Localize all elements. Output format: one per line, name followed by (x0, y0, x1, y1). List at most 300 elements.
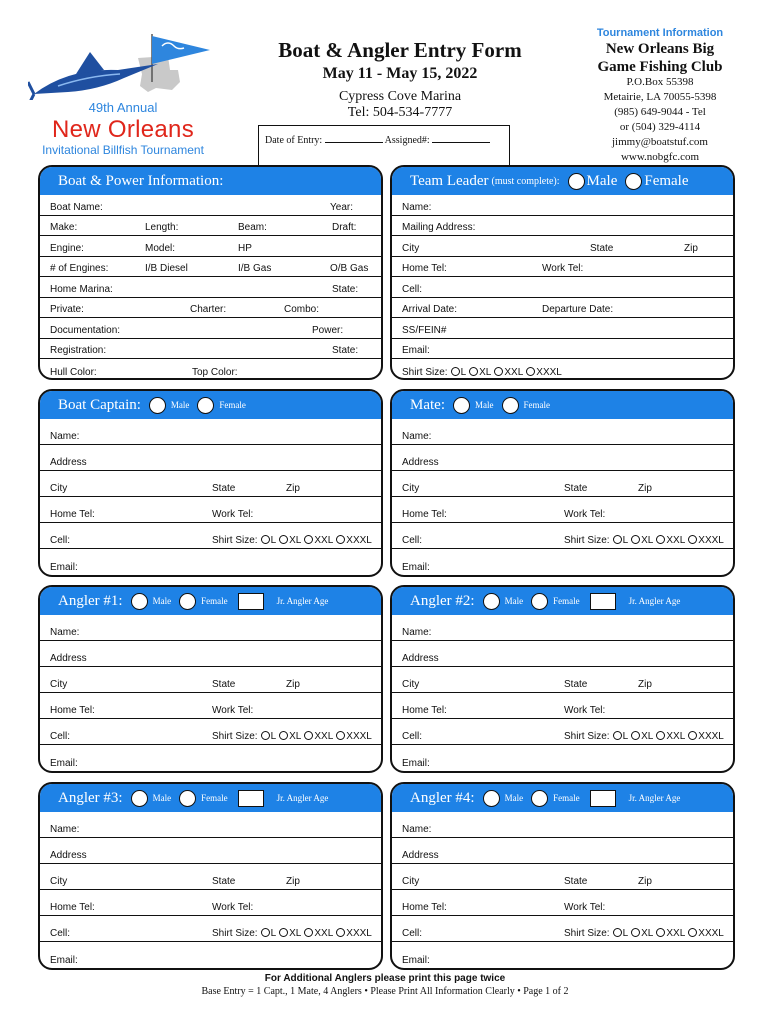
mate-male-radio[interactable] (453, 397, 470, 414)
angler-4-shirt-xxxl-label: XXXL (698, 928, 724, 939)
mate-shirt-group (564, 535, 724, 546)
team-leader-row[interactable] (392, 277, 733, 298)
angler-2-row[interactable] (392, 667, 733, 693)
club-email: jimmy@boatstuf.com (612, 136, 708, 148)
boat-captain-field-name: Name: (50, 431, 80, 442)
angler-1-female-radio[interactable] (179, 593, 196, 610)
boat-field-power: Power: (312, 324, 344, 336)
team-leader-field-home-tel: Home Tel: (402, 263, 447, 275)
angler-2-row[interactable] (392, 719, 733, 745)
boat-captain-field-home-tel: Home Tel: (50, 509, 95, 520)
boat-field-model: Model: (145, 242, 176, 254)
boat-captain-field-state: State (212, 483, 236, 494)
mate-shirt-xl-radio[interactable] (631, 535, 640, 544)
footer-base-entry: Base Entry = 1 Capt., 1 Mate, 4 Anglers • Please Print All Information Clearly • Page 1 of 2 (201, 986, 569, 997)
angler-4-jr-age-box[interactable] (590, 790, 616, 807)
angler-1-shirt-xxl-label: XXL (314, 731, 334, 742)
date-of-entry-label: Date of Entry: (265, 135, 323, 146)
angler-3-shirt-size-label: Shirt Size: (212, 928, 258, 939)
boat-captain-shirt-xxl-radio[interactable] (304, 535, 313, 544)
angler-1-shirt-xl-label: XL (289, 731, 302, 742)
boat-field-state: State: (332, 345, 359, 357)
angler-3-male-radio[interactable] (131, 790, 148, 807)
angler-1-row[interactable] (40, 641, 381, 667)
boat-captain-male-radio[interactable] (149, 397, 166, 414)
boat-captain-field-zip: Zip (286, 483, 300, 494)
team-leader-field-email: Email: (402, 345, 430, 357)
angler-4-row[interactable] (392, 916, 733, 942)
boat-field-home-marina: Home Marina: (50, 283, 113, 295)
team-leader-shirt-l-radio[interactable] (451, 367, 460, 376)
angler-3-panel (38, 782, 383, 970)
angler-4-field-city: City (402, 876, 420, 887)
angler-2-row[interactable] (392, 641, 733, 667)
angler-4-shirt-l-label: L (622, 928, 629, 939)
angler-4-shirt-group (564, 928, 724, 939)
team-leader-row[interactable] (392, 236, 733, 257)
angler-3-row[interactable] (40, 942, 381, 968)
angler-3-female-label: Female (201, 793, 228, 803)
angler-2-field-cell: Cell: (402, 731, 423, 742)
team-leader-shirt-xl-radio[interactable] (469, 367, 478, 376)
angler-3-shirt-xxxl-label: XXXL (346, 928, 372, 939)
mate-field-email: Email: (402, 562, 430, 573)
team-leader-shirt-xl-label: XL (479, 366, 492, 378)
team-leader-title: Team Leader (410, 172, 489, 189)
boat-row[interactable] (40, 216, 381, 237)
angler-4-field-name: Name: (402, 824, 432, 835)
boat-field-registration: Registration: (50, 345, 107, 357)
boat-captain-panel (38, 389, 383, 577)
angler-2-female-label: Female (553, 596, 580, 606)
boat-field-engine: Engine: (50, 242, 84, 254)
angler-1-row[interactable] (40, 745, 381, 771)
boat-power-rows (40, 195, 381, 380)
angler-4-field-zip: Zip (638, 876, 652, 887)
boat-captain-field-cell: Cell: (50, 535, 71, 546)
team-leader-shirt-size-label: Shirt Size: (402, 366, 448, 378)
angler-4-field-state: State (564, 876, 588, 887)
mate-shirt-xxxl-radio[interactable] (688, 535, 697, 544)
team-leader-female-radio[interactable] (625, 173, 642, 190)
angler-3-row[interactable] (40, 864, 381, 890)
boat-field-state: State: (332, 283, 359, 295)
angler-4-field-home-tel: Home Tel: (402, 902, 447, 913)
form-title: Boat & Angler Entry Form (278, 38, 522, 62)
club-name-line1: New Orleans Big (605, 41, 715, 57)
team-leader-field-zip: Zip (684, 242, 698, 254)
angler-1-field-work-tel: Work Tel: (212, 705, 254, 716)
team-leader-shirt-group (402, 367, 562, 378)
boat-field-i-b-gas: I/B Gas (238, 263, 272, 275)
angler-1-shirt-group (212, 731, 372, 742)
angler-4-field-cell: Cell: (402, 928, 423, 939)
mate-shirt-l-label: L (622, 535, 629, 546)
mate-shirt-xxl-label: XXL (666, 535, 686, 546)
angler-2-field-name: Name: (402, 627, 432, 638)
mate-shirt-l-radio[interactable] (613, 535, 622, 544)
mate-row[interactable] (392, 549, 733, 575)
mate-shirt-size-label: Shirt Size: (564, 535, 610, 546)
angler-4-field-work-tel: Work Tel: (564, 902, 606, 913)
boat-captain-shirt-xxxl-label: XXXL (346, 535, 372, 546)
angler-3-shirt-l-label: L (270, 928, 277, 939)
angler-2-row[interactable] (392, 693, 733, 719)
boat-captain-shirt-size-label: Shirt Size: (212, 535, 258, 546)
boat-row[interactable] (40, 195, 381, 216)
angler-2-shirt-group (564, 731, 724, 742)
angler-1-field-home-tel: Home Tel: (50, 705, 95, 716)
angler-3-row[interactable] (40, 812, 381, 838)
mate-row[interactable] (392, 497, 733, 523)
boat-field-hp: HP (238, 242, 252, 254)
angler-4-row[interactable] (392, 890, 733, 916)
angler-3-field-name: Name: (50, 824, 80, 835)
team-leader-row[interactable] (392, 339, 733, 360)
team-leader-rows (392, 195, 733, 380)
boat-row[interactable] (40, 298, 381, 319)
boat-row[interactable] (40, 359, 381, 380)
club-name-line2: Game Fishing Club (597, 59, 723, 75)
mate-row[interactable] (392, 471, 733, 497)
team-leader-field-city: City (402, 242, 420, 254)
angler-1-field-state: State (212, 679, 236, 690)
angler-2-shirt-xxxl-radio[interactable] (688, 731, 697, 740)
angler-1-field-cell: Cell: (50, 731, 71, 742)
boat-power-header (40, 167, 381, 195)
team-leader-shirt-l-label: L (460, 366, 467, 378)
angler-3-field-email: Email: (50, 955, 78, 966)
angler-3-shirt-xl-radio[interactable] (279, 928, 288, 937)
mate-panel (390, 389, 735, 577)
team-leader-field-departure-date: Departure Date: (542, 304, 614, 316)
angler-2-panel (390, 585, 735, 773)
team-leader-note: (must complete): (491, 175, 560, 187)
angler-3-header (40, 784, 381, 812)
boat-captain-title: Boat Captain: (58, 396, 141, 413)
angler-2-shirt-l-label: L (622, 731, 629, 742)
team-leader-field-ss-fein: SS/FEIN# (402, 324, 447, 336)
angler-1-shirt-xl-radio[interactable] (279, 731, 288, 740)
boat-field-make: Make: (50, 222, 78, 234)
mate-title: Mate: (410, 396, 445, 413)
boat-captain-shirt-l-radio[interactable] (261, 535, 270, 544)
angler-3-row[interactable] (40, 916, 381, 942)
angler-2-male-label: Male (504, 596, 524, 606)
angler-2-field-zip: Zip (638, 679, 652, 690)
boat-power-title: Boat & Power Information: (58, 172, 224, 189)
angler-4-shirt-l-radio[interactable] (613, 928, 622, 937)
boat-captain-shirt-xl-label: XL (289, 535, 302, 546)
angler-3-row[interactable] (40, 890, 381, 916)
angler-3-female-radio[interactable] (179, 790, 196, 807)
mate-shirt-xl-label: XL (641, 535, 654, 546)
boat-captain-shirt-xxl-label: XXL (314, 535, 334, 546)
boat-row[interactable] (40, 277, 381, 298)
boat-row[interactable] (40, 236, 381, 257)
club-po-box: P.O.Box 55398 (626, 76, 694, 88)
marina-tel: Tel: 504-534-7777 (347, 105, 453, 120)
boat-field-private: Private: (50, 304, 84, 316)
angler-4-field-address: Address (402, 850, 439, 861)
angler-3-field-address: Address (50, 850, 87, 861)
team-leader-field-state: State (590, 242, 614, 254)
team-leader-row[interactable] (392, 257, 733, 278)
angler-4-jr-age-label: Jr. Angler Age (628, 793, 681, 803)
boat-captain-shirt-xxxl-radio[interactable] (336, 535, 345, 544)
team-leader-row[interactable] (392, 216, 733, 237)
mate-field-city: City (402, 483, 420, 494)
angler-3-shirt-xxl-radio[interactable] (304, 928, 313, 937)
mate-field-zip: Zip (638, 483, 652, 494)
angler-1-field-zip: Zip (286, 679, 300, 690)
angler-1-row[interactable] (40, 719, 381, 745)
angler-3-jr-age-label: Jr. Angler Age (276, 793, 329, 803)
team-leader-field-mailing-address: Mailing Address: (402, 222, 476, 234)
angler-1-row[interactable] (40, 615, 381, 641)
angler-2-male-radio[interactable] (483, 593, 500, 610)
boat-field-top-color: Top Color: (192, 366, 238, 378)
mate-male-label: Male (475, 400, 494, 410)
mate-field-address: Address (402, 457, 439, 468)
boat-field-length: Length: (145, 222, 179, 234)
angler-3-shirt-xxxl-radio[interactable] (336, 928, 345, 937)
team-leader-header (392, 167, 733, 195)
angler-2-shirt-xxl-radio[interactable] (656, 731, 665, 740)
team-leader-shirt-row[interactable] (392, 359, 733, 380)
angler-2-shirt-xxxl-label: XXXL (698, 731, 724, 742)
angler-2-shirt-xl-label: XL (641, 731, 654, 742)
team-leader-shirt-xxl-radio[interactable] (494, 367, 503, 376)
boat-field-combo: Combo: (284, 304, 320, 316)
angler-2-female-radio[interactable] (531, 593, 548, 610)
angler-4-row[interactable] (392, 942, 733, 968)
mate-row[interactable] (392, 445, 733, 471)
logo-annual: 49th Annual (88, 100, 158, 115)
team-leader-female-label: Female (644, 172, 689, 189)
angler-2-field-email: Email: (402, 758, 430, 769)
angler-1-title: Angler #1: (58, 592, 123, 609)
team-leader-field-work-tel: Work Tel: (542, 263, 584, 275)
angler-1-male-radio[interactable] (131, 593, 148, 610)
boat-captain-row[interactable] (40, 497, 381, 523)
team-leader-row[interactable] (392, 195, 733, 216)
angler-3-field-cell: Cell: (50, 928, 71, 939)
club-city: Metairie, LA 70055-5398 (603, 91, 717, 103)
angler-2-shirt-size-label: Shirt Size: (564, 731, 610, 742)
team-leader-male-radio[interactable] (568, 173, 585, 190)
tournament-dates: May 11 - May 15, 2022 (322, 65, 478, 82)
boat-row[interactable] (40, 257, 381, 278)
club-tel-alt: or (504) 329-4114 (619, 121, 701, 133)
angler-4-shirt-xxl-radio[interactable] (656, 928, 665, 937)
boat-row[interactable] (40, 318, 381, 339)
boat-captain-female-radio[interactable] (197, 397, 214, 414)
angler-3-field-city: City (50, 876, 68, 887)
angler-1-row[interactable] (40, 693, 381, 719)
angler-2-row[interactable] (392, 615, 733, 641)
club-tel: (985) 649-9044 - Tel (614, 106, 706, 118)
angler-1-female-label: Female (201, 596, 228, 606)
team-leader-shirt-xxxl-radio[interactable] (526, 367, 535, 376)
angler-2-shirt-xxl-label: XXL (666, 731, 686, 742)
angler-2-title: Angler #2: (410, 592, 475, 609)
mate-female-radio[interactable] (502, 397, 519, 414)
boat-captain-row[interactable] (40, 419, 381, 445)
form-header (250, 38, 550, 121)
angler-4-shirt-xl-label: XL (641, 928, 654, 939)
boat-captain-female-label: Female (219, 400, 246, 410)
angler-3-male-label: Male (152, 793, 172, 803)
angler-4-row[interactable] (392, 864, 733, 890)
angler-4-shirt-xxl-label: XXL (666, 928, 686, 939)
team-leader-male-label: Male (586, 172, 618, 189)
boat-row[interactable] (40, 339, 381, 360)
team-leader-row[interactable] (392, 318, 733, 339)
boat-captain-field-work-tel: Work Tel: (212, 509, 254, 520)
boat-captain-row[interactable] (40, 523, 381, 549)
boat-captain-row[interactable] (40, 445, 381, 471)
angler-3-field-state: State (212, 876, 236, 887)
angler-2-header (392, 587, 733, 615)
angler-3-field-work-tel: Work Tel: (212, 902, 254, 913)
angler-1-header (40, 587, 381, 615)
boat-field-of-engines: # of Engines: (50, 263, 109, 275)
angler-4-shirt-xl-radio[interactable] (631, 928, 640, 937)
angler-4-male-radio[interactable] (483, 790, 500, 807)
angler-2-field-state: State (564, 679, 588, 690)
assigned-label: Assigned#: (384, 135, 430, 146)
team-leader-shirt-xxl-label: XXL (504, 366, 524, 378)
form-footer (0, 973, 770, 997)
marlin-flag-icon (28, 30, 218, 100)
boat-captain-field-address: Address (50, 457, 87, 468)
boat-field-beam: Beam: (238, 222, 267, 234)
angler-2-shirt-xl-radio[interactable] (631, 731, 640, 740)
office-use-box (258, 125, 510, 167)
angler-4-title: Angler #4: (410, 789, 475, 806)
angler-3-row[interactable] (40, 838, 381, 864)
angler-4-panel (390, 782, 735, 970)
angler-4-row[interactable] (392, 812, 733, 838)
footer-additional-anglers: For Additional Anglers please print this page twice (264, 973, 506, 984)
angler-1-row[interactable] (40, 667, 381, 693)
logo-city: New Orleans (51, 116, 194, 143)
boat-captain-field-email: Email: (50, 562, 78, 573)
angler-2-field-city: City (402, 679, 420, 690)
boat-field-year: Year: (330, 201, 353, 213)
team-leader-shirt-xxxl-label: XXXL (536, 366, 562, 378)
angler-2-jr-age-label: Jr. Angler Age (628, 596, 681, 606)
angler-1-panel (38, 585, 383, 773)
info-label: Tournament Information (596, 27, 724, 39)
mate-shirt-xxxl-label: XXXL (698, 535, 724, 546)
mate-field-home-tel: Home Tel: (402, 509, 447, 520)
angler-3-field-home-tel: Home Tel: (50, 902, 95, 913)
tournament-info (580, 27, 740, 165)
angler-1-jr-age-label: Jr. Angler Age (276, 596, 329, 606)
mate-row[interactable] (392, 523, 733, 549)
mate-row[interactable] (392, 419, 733, 445)
angler-1-shirt-l-radio[interactable] (261, 731, 270, 740)
angler-1-field-address: Address (50, 653, 87, 664)
angler-3-jr-age-box[interactable] (238, 790, 264, 807)
angler-4-male-label: Male (504, 793, 524, 803)
angler-3-field-zip: Zip (286, 876, 300, 887)
boat-captain-header (40, 391, 381, 419)
mate-header (392, 391, 733, 419)
angler-2-row[interactable] (392, 745, 733, 771)
boat-captain-shirt-l-label: L (270, 535, 277, 546)
boat-field-draft: Draft: (332, 222, 357, 234)
angler-3-shirt-l-radio[interactable] (261, 928, 270, 937)
angler-1-male-label: Male (152, 596, 172, 606)
assigned-field[interactable] (432, 142, 490, 143)
team-leader-panel (390, 165, 735, 380)
angler-4-row[interactable] (392, 838, 733, 864)
boat-power-panel (38, 165, 383, 380)
boat-captain-row[interactable] (40, 471, 381, 497)
boat-captain-shirt-xl-radio[interactable] (279, 535, 288, 544)
angler-2-field-work-tel: Work Tel: (564, 705, 606, 716)
angler-1-shirt-xxxl-label: XXXL (346, 731, 372, 742)
angler-2-field-address: Address (402, 653, 439, 664)
team-leader-field-cell: Cell: (402, 283, 423, 295)
mate-field-cell: Cell: (402, 535, 423, 546)
angler-1-shirt-xxl-radio[interactable] (304, 731, 313, 740)
boat-captain-shirt-group (212, 535, 372, 546)
angler-4-female-label: Female (553, 793, 580, 803)
angler-1-field-name: Name: (50, 627, 80, 638)
team-leader-field-arrival-date: Arrival Date: (402, 304, 458, 316)
date-of-entry-field[interactable] (325, 142, 383, 143)
mate-female-label: Female (523, 400, 550, 410)
boat-field-i-b-diesel: I/B Diesel (145, 263, 188, 275)
boat-captain-male-label: Male (170, 400, 190, 410)
angler-1-field-email: Email: (50, 758, 78, 769)
angler-3-shirt-group (212, 928, 372, 939)
angler-2-shirt-l-radio[interactable] (613, 731, 622, 740)
boat-field-boat-name: Boat Name: (50, 201, 103, 213)
tournament-logo (28, 30, 218, 160)
angler-2-jr-age-box[interactable] (590, 593, 616, 610)
team-leader-row[interactable] (392, 298, 733, 319)
angler-4-header (392, 784, 733, 812)
mate-field-state: State (564, 483, 588, 494)
mate-shirt-xxl-radio[interactable] (656, 535, 665, 544)
mate-field-name: Name: (402, 431, 432, 442)
angler-1-jr-age-box[interactable] (238, 593, 264, 610)
marina-name: Cypress Cove Marina (338, 89, 462, 104)
boat-field-hull-color: Hull Color: (50, 366, 97, 378)
angler-2-field-home-tel: Home Tel: (402, 705, 447, 716)
angler-3-shirt-xl-label: XL (289, 928, 302, 939)
club-website: www.nobgfc.com (620, 151, 700, 163)
angler-1-shirt-xxxl-radio[interactable] (336, 731, 345, 740)
angler-4-field-email: Email: (402, 955, 430, 966)
logo-subtitle: Invitational Billfish Tournament (42, 143, 204, 157)
angler-1-shirt-l-label: L (270, 731, 277, 742)
boat-field-charter: Charter: (190, 304, 227, 316)
angler-4-shirt-xxxl-radio[interactable] (688, 928, 697, 937)
boat-field-o-b-gas: O/B Gas (330, 263, 369, 275)
angler-1-field-city: City (50, 679, 68, 690)
angler-3-shirt-xxl-label: XXL (314, 928, 334, 939)
angler-4-female-radio[interactable] (531, 790, 548, 807)
boat-field-documentation: Documentation: (50, 324, 121, 336)
boat-captain-row[interactable] (40, 549, 381, 575)
angler-1-shirt-size-label: Shirt Size: (212, 731, 258, 742)
